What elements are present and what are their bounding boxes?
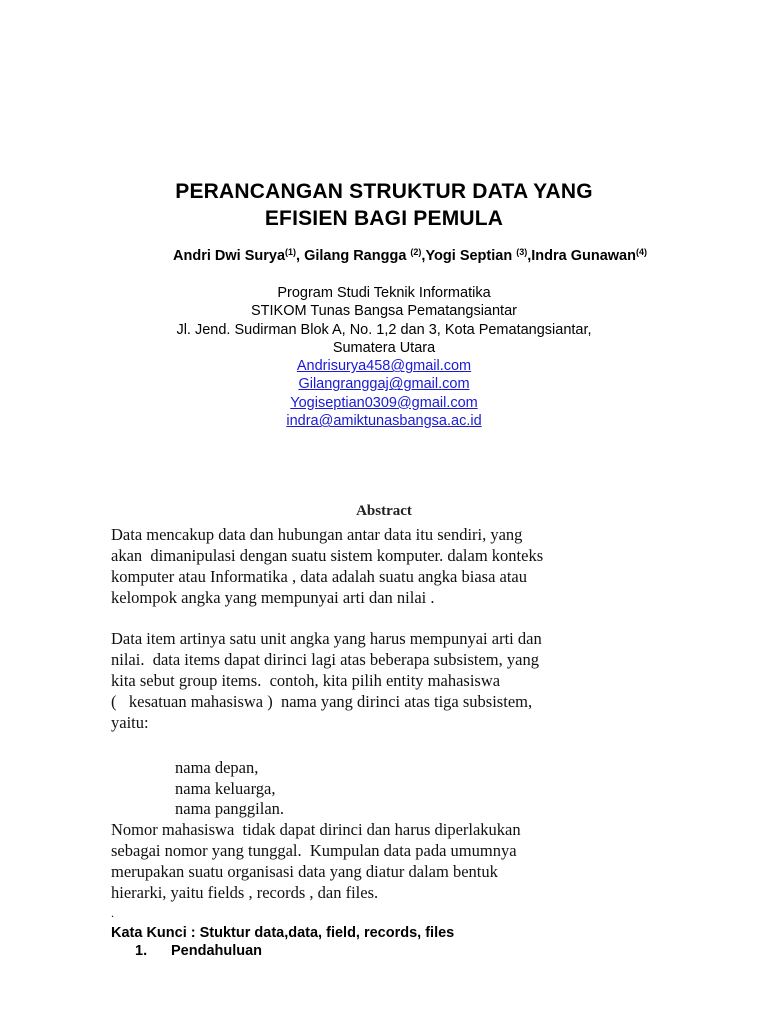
affiliation-block xyxy=(0,284,768,430)
author-3: ,Yogi Septian xyxy=(421,248,517,264)
abstract-paragraph-2 xyxy=(111,628,671,733)
email-link-2[interactable]: Gilangranggaj@gmail.com xyxy=(298,376,470,393)
paragraph-line: akan dimanipulasi dengan suatu sistem komputer. dalam konteks xyxy=(111,546,544,565)
abstract-paragraph-1 xyxy=(111,524,671,608)
author-1-mark: (1) xyxy=(285,247,297,257)
paragraph-line: hierarki, yaitu fields , records , dan files. xyxy=(111,883,379,902)
paragraph-line: Data mencakup data dan hubungan antar data itu sendiri, yang xyxy=(111,525,523,544)
paragraph-line: Nomor mahasiswa tidak dapat dirinci dan harus diperlakukan xyxy=(111,820,521,839)
paragraph-line: nilai. data items dapat dirinci lagi atas beberapa subsistem, yang xyxy=(111,650,539,669)
email-link-1[interactable]: Andrisurya458@gmail.com xyxy=(296,358,472,375)
affiliation-address-line-2: Sumatera Utara xyxy=(332,339,436,356)
paragraph-line: ( kesatuan mahasiswa ) nama yang dirinci atas tiga subsistem, xyxy=(111,692,533,711)
author-2-mark: (2) xyxy=(410,247,422,257)
affiliation-program: Program Studi Teknik Informatika xyxy=(277,285,491,301)
paragraph-line: kita sebut group items. contoh, kita pilih entity mahasiswa xyxy=(111,671,501,690)
paragraph-line: Data item artinya satu unit angka yang harus mempunyai arti dan xyxy=(111,629,542,648)
paragraph-line: yaitu: xyxy=(111,713,149,732)
affiliation-institution: STIKOM Tunas Bangsa Pematangsiantar xyxy=(251,303,517,320)
paragraph-line: kelompok angka yang mempunyai arti dan nilai . xyxy=(111,588,435,607)
list-item: nama depan, xyxy=(175,758,259,777)
paper-title xyxy=(0,178,768,232)
author-4: ,Indra Gunawan xyxy=(527,248,636,264)
list-item: nama panggilan. xyxy=(175,799,285,818)
section-title: Pendahuluan xyxy=(171,943,263,959)
list-item: nama keluarga, xyxy=(175,778,276,798)
paragraph-line: merupakan suatu organisasi data yang diatur dalam bentuk xyxy=(111,862,498,881)
section-heading xyxy=(135,942,262,960)
paragraph-line: komputer atau Informatika , data adalah suatu angka biasa atau xyxy=(111,567,527,586)
title-line-2: EFISIEN BAGI PEMULA xyxy=(264,207,504,230)
email-link-3[interactable]: Yogiseptian0309@gmail.com xyxy=(290,394,478,411)
author-1: Andri Dwi Surya xyxy=(173,248,286,264)
abstract-paragraph-3 xyxy=(111,819,671,903)
paragraph-line: sebagai nomor yang tunggal. Kumpulan data pada umumnya xyxy=(111,841,517,860)
author-list xyxy=(150,247,670,265)
trailing-dot: . xyxy=(111,906,114,920)
author-3-mark: (3) xyxy=(516,247,528,257)
affiliation-address-line-1: Jl. Jend. Sudirman Blok A, No. 1,2 dan 3, Kota Pematangsiantar, xyxy=(176,321,592,338)
author-2: , Gilang Rangga xyxy=(296,248,411,264)
email-link-4[interactable]: indra@amiktunasbangsa.ac.id xyxy=(286,413,482,430)
section-number: 1. xyxy=(135,943,148,959)
subsystem-list xyxy=(175,758,284,820)
abstract-heading: Abstract xyxy=(356,503,412,519)
author-4-mark: (4) xyxy=(635,247,647,257)
keywords-line: Kata Kunci : Stuktur data,data, field, records, files xyxy=(111,925,455,941)
title-line-1: PERANCANGAN STRUKTUR DATA YANG xyxy=(175,180,593,203)
